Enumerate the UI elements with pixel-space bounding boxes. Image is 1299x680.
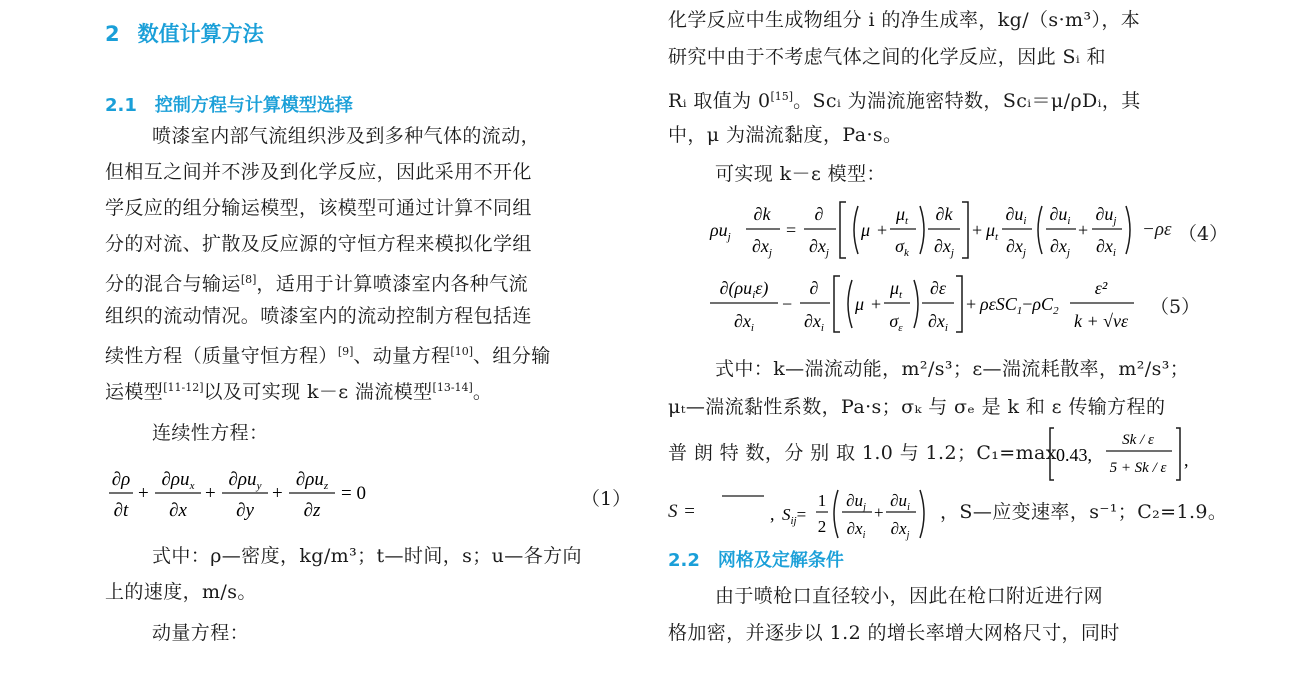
paragraph-line: 普 朗 特 数，分 别 取 1.0 与 1.2；C₁=max bbox=[668, 442, 1057, 464]
svg-text:∂ρ: ∂ρ bbox=[111, 469, 131, 490]
svg-text:+: + bbox=[272, 483, 283, 504]
svg-text:Sij=: $S_{ij}=$ bbox=[782, 505, 807, 527]
svg-text:,: , bbox=[1184, 450, 1189, 470]
svg-text:∂uj: $\partial u_j$ bbox=[1095, 204, 1117, 227]
paragraph-line bbox=[668, 85, 1141, 113]
svg-text:σε: $\sigma_\varepsilon$ bbox=[889, 311, 903, 334]
svg-text:∂xj: $\partial x_j$ bbox=[752, 236, 772, 259]
svg-text:+: + bbox=[966, 294, 977, 314]
svg-text:∂: ∂ bbox=[809, 278, 819, 298]
paragraph-line: 式中：ρ—密度，kg/m³；t—时间，s；u—各方向 bbox=[152, 545, 582, 567]
svg-text:μ: μ bbox=[855, 294, 865, 314]
paragraph-line: ，S—应变速率，s⁻¹；C₂=1.9。 bbox=[940, 501, 1228, 523]
svg-text:,: , bbox=[770, 504, 775, 524]
subsection-title: 网格及定解条件 bbox=[717, 550, 844, 571]
subsection-number: 2.2 bbox=[668, 550, 700, 571]
svg-text:∂xi: $\partial x_i$ bbox=[928, 311, 948, 334]
paragraph-line: 式中：k—湍流动能，m²/s³；ε—湍流耗散率，m²/s³； bbox=[715, 358, 1190, 380]
svg-text:∂xj: $\partial x_j$ bbox=[934, 236, 954, 259]
svg-text:1: 1 bbox=[817, 491, 827, 510]
subsection-title: 控制方程与计算模型选择 bbox=[154, 95, 353, 116]
svg-text:+: + bbox=[138, 483, 149, 504]
equation-4 bbox=[708, 198, 1148, 264]
svg-text:Sk / ε: Sk / ε bbox=[1122, 432, 1154, 448]
paragraph-line: 研究中由于不考虑气体之间的化学反应，因此 Sᵢ 和 bbox=[668, 46, 1106, 68]
citation: [10] bbox=[450, 345, 474, 358]
text-span: 续性方程（质量守恒方程） bbox=[105, 345, 338, 367]
svg-text:∂xj: $\partial x_j$ bbox=[890, 519, 910, 541]
svg-text:∂z: ∂z bbox=[303, 500, 321, 521]
svg-text:∂xi: $\partial x_i$ bbox=[1096, 236, 1116, 259]
svg-text:ρuj: $\rho u_j$ bbox=[710, 220, 731, 243]
svg-text:μ: μ bbox=[861, 220, 871, 240]
svg-text:∂ρuz: $\partial\rho u_z$ bbox=[295, 469, 329, 492]
paragraph-line: μₜ—湍流黏性系数，Pa·s；σₖ 与 σₑ 是 k 和 ε 传输方程的 bbox=[668, 396, 1166, 418]
paragraph-line: 学反应的组分输运模型，该模型可通过计算不同组 bbox=[105, 197, 532, 219]
svg-text:σk: $\sigma_k$ bbox=[895, 236, 909, 259]
s-expression bbox=[718, 486, 938, 542]
svg-text:+: + bbox=[877, 220, 888, 240]
text-span: 、组分输 bbox=[473, 345, 551, 367]
svg-text:∂ui: $\partial u_i$ bbox=[1005, 204, 1027, 227]
svg-text:ρεSC1−ρC2: $\rho\varepsilon SC_1-\rho C_2$ bbox=[980, 294, 1059, 317]
svg-text:∂: ∂ bbox=[814, 204, 824, 224]
svg-text:∂k: ∂k bbox=[753, 204, 771, 224]
k-epsilon-label: 可实现 k－ε 模型： bbox=[715, 163, 886, 185]
svg-text:μt: $\mu_t$ bbox=[895, 204, 909, 227]
equation-number: （4） bbox=[1178, 223, 1229, 245]
svg-text:∂ε: ∂ε bbox=[930, 278, 946, 298]
section-title: 数值计算方法 bbox=[137, 22, 264, 46]
svg-text:+: + bbox=[874, 503, 884, 522]
svg-text:2: 2 bbox=[817, 517, 827, 536]
citation: [13-14] bbox=[432, 381, 473, 394]
citation: [15] bbox=[770, 90, 794, 103]
equation-5 bbox=[708, 270, 1148, 340]
svg-text:5 + Sk / ε: 5 + Sk / ε bbox=[1109, 460, 1167, 476]
paragraph-line bbox=[105, 340, 551, 368]
svg-text:∂k: ∂k bbox=[935, 204, 953, 224]
svg-text:∂xj: $\partial x_j$ bbox=[1006, 236, 1026, 259]
paragraph-line bbox=[105, 268, 528, 296]
svg-text:∂y: ∂y bbox=[236, 500, 254, 521]
continuity-label: 连续性方程： bbox=[152, 422, 269, 444]
c1-constant: 0.43, bbox=[1056, 445, 1092, 465]
svg-text:∂ρuy: $\partial\rho u_y$ bbox=[228, 469, 262, 492]
svg-text:∂t: ∂t bbox=[113, 500, 129, 521]
svg-text:∂xi: $\partial x_i$ bbox=[804, 311, 824, 334]
svg-text:∂ρux: $\partial\rho u_x$ bbox=[161, 469, 195, 492]
equation-number: （5） bbox=[1150, 296, 1201, 318]
svg-text:= 0: = 0 bbox=[341, 483, 366, 504]
svg-text:ε²: ε² bbox=[1094, 278, 1108, 298]
svg-text:k + √νε: k + √νε bbox=[1074, 311, 1129, 331]
paragraph-line: 分的对流、扩散及反应源的守恒方程来模拟化学组 bbox=[105, 233, 532, 255]
svg-text:+: + bbox=[871, 294, 882, 314]
svg-text:∂xj: $\partial x_j$ bbox=[809, 236, 829, 259]
equation-4-tail: −ρε bbox=[1142, 219, 1172, 240]
svg-text:+: + bbox=[972, 220, 983, 240]
citation: [11-12] bbox=[163, 381, 204, 394]
svg-text:+: + bbox=[205, 483, 216, 504]
subsection-number: 2.1 bbox=[105, 95, 137, 116]
text-span: 。 bbox=[472, 381, 493, 403]
equation-1 bbox=[105, 463, 405, 525]
citation: [8] bbox=[240, 273, 257, 286]
paragraph-line: 组织的流动情况。喷漆室内的流动控制方程包括连 bbox=[105, 305, 532, 327]
svg-text:∂xi: $\partial x_i$ bbox=[734, 311, 754, 334]
text-span: 以及可实现 k－ε 湍流模型 bbox=[203, 381, 433, 403]
paragraph-line: 由于喷枪口直径较小，因此在枪口附近进行网 bbox=[715, 585, 1104, 607]
c1-bracket-expression bbox=[1048, 426, 1196, 484]
paragraph-line: 中，μ 为湍流黏度，Pa·s。 bbox=[668, 124, 903, 146]
svg-text:=: = bbox=[786, 220, 797, 240]
text-span: ，适用于计算喷漆室内各种气流 bbox=[256, 273, 529, 295]
svg-text:μt: $\mu_t$ bbox=[889, 278, 903, 301]
text-span: 分的混合与输运 bbox=[105, 273, 241, 295]
svg-text:μt: $\mu_t$ bbox=[986, 220, 999, 243]
section-number: 2 bbox=[105, 22, 120, 46]
paragraph-line: 上的速度，m/s。 bbox=[105, 581, 257, 603]
text-span: 运模型 bbox=[105, 381, 164, 403]
svg-text:+: + bbox=[1078, 220, 1089, 240]
text-span: Rᵢ 取值为 0 bbox=[668, 90, 771, 112]
paragraph-line: 喷漆室内部气流组织涉及到多种气体的流动， bbox=[152, 125, 541, 147]
s-definition: S = bbox=[668, 501, 697, 522]
paragraph-line: 化学反应中生成物组分 i 的净生成率，kg/（s·m³），本 bbox=[668, 9, 1141, 31]
svg-text:∂xj: $\partial x_j$ bbox=[1050, 236, 1070, 259]
svg-text:∂uj: $\partial u_j$ bbox=[846, 491, 866, 513]
svg-text:∂ui: $\partial u_i$ bbox=[890, 491, 910, 513]
svg-text:∂(ρuiε): $\partial(\rho u_i\varepsilon)$ bbox=[719, 278, 769, 301]
svg-text:∂xi: $\partial x_i$ bbox=[846, 519, 866, 541]
subsection-heading-2-1 bbox=[105, 91, 353, 117]
text-span: 、动量方程 bbox=[353, 345, 451, 367]
subsection-heading-2-2 bbox=[668, 546, 844, 572]
svg-text:∂ui: $\partial u_i$ bbox=[1049, 204, 1071, 227]
svg-text:−: − bbox=[782, 294, 793, 314]
paragraph-line: 但相互之间并不涉及到化学反应，因此采用不开化 bbox=[105, 161, 532, 183]
paragraph-line: 格加密，并逐步以 1.2 的增长率增大网格尺寸，同时 bbox=[668, 622, 1120, 644]
equation-number: （1） bbox=[581, 488, 632, 510]
section-heading bbox=[105, 18, 264, 48]
citation: [9] bbox=[337, 345, 354, 358]
paragraph-line bbox=[105, 376, 492, 404]
text-span: 。Scᵢ 为湍流施密特数，Scᵢ＝μ/ρDᵢ，其 bbox=[793, 90, 1141, 112]
momentum-label: 动量方程： bbox=[152, 622, 250, 644]
svg-text:∂x: ∂x bbox=[169, 500, 187, 521]
